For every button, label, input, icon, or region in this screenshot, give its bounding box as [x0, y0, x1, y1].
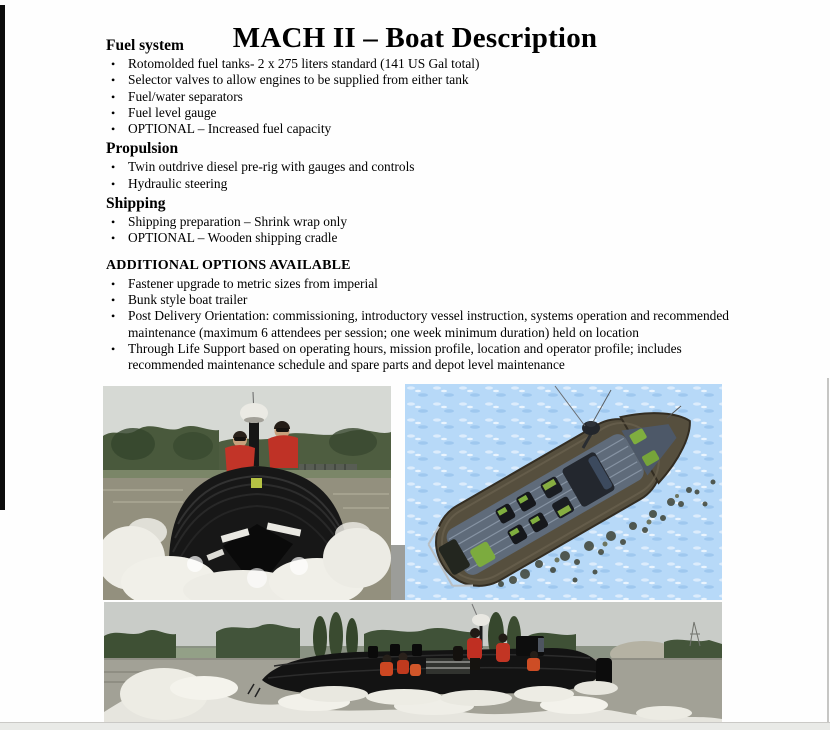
photo-side-profile-svg	[104, 602, 722, 727]
list-item	[106, 292, 758, 308]
bullet-text: Shipping preparation – Shrink wrap only	[128, 214, 348, 230]
section-heading-fuel-system: Fuel system	[106, 37, 184, 54]
bullet-icon: •	[111, 73, 116, 88]
bullet-text: OPTIONAL – Increased fuel capacity	[128, 121, 332, 137]
section-heading-propulsion: Propulsion	[106, 140, 179, 158]
bullet-line: Bunk style boat trailer	[128, 291, 248, 307]
list-item	[106, 214, 758, 230]
bullet-text: Fuel/water separators	[128, 88, 243, 104]
photo-render-top-view	[405, 384, 722, 600]
bullet-icon: •	[111, 57, 116, 71]
bullet-icon: •	[111, 122, 116, 137]
bullet-line: Through Life Support based on operating hours, mission profile, location and operator profile; includes	[128, 340, 682, 356]
background-sliver	[391, 545, 405, 600]
section-heading-shipping: Shipping	[106, 195, 166, 213]
page-left-edge-bar	[0, 5, 5, 510]
bullet-text: Twin outdrive diesel pre-rig with gauges and controls	[128, 159, 415, 175]
document-body	[106, 34, 758, 373]
list-item	[106, 121, 758, 137]
list-item	[106, 56, 758, 72]
bullet-text	[128, 292, 758, 308]
bullet-text: Fuel level gauge	[128, 104, 217, 120]
bullet-text	[128, 308, 758, 341]
list-item	[106, 341, 758, 374]
bullet-icon: •	[111, 176, 116, 191]
bullet-icon: •	[111, 309, 116, 324]
list-item	[106, 176, 758, 192]
bullet-text: Rotomolded fuel tanks- 2 x 275 liters standard (141 US Gal total)	[128, 56, 480, 71]
bullet-text	[128, 276, 758, 292]
list-item	[106, 308, 758, 341]
bullet-text: Hydraulic steering	[128, 175, 228, 191]
bullet-icon: •	[111, 215, 116, 230]
bullet-line: maintenance (maximum 6 attendees per session; one week minimum duration) held on location	[128, 324, 639, 340]
list-item	[106, 159, 758, 175]
page-title: MACH II – Boat Description	[232, 22, 598, 55]
photo-bow-action-svg	[103, 386, 391, 600]
bullet-line: recommended maintenance schedule and spare parts and depot level maintenance	[128, 357, 565, 373]
list-item	[106, 72, 758, 88]
bullet-icon: •	[111, 89, 116, 104]
photo-render-svg	[405, 384, 722, 600]
bullet-text: OPTIONAL – Wooden shipping cradle	[128, 230, 338, 246]
bullet-text	[128, 341, 758, 374]
bullet-icon: •	[111, 105, 116, 120]
list-item	[106, 89, 758, 105]
page-bottom-strip	[0, 722, 830, 730]
bullet-icon: •	[111, 276, 116, 291]
photo-bow-action-shot	[103, 386, 391, 600]
list-item	[106, 105, 758, 121]
bullet-icon: •	[111, 292, 116, 307]
list-item	[106, 230, 758, 246]
bullet-icon: •	[111, 160, 116, 175]
bullet-icon: •	[111, 231, 116, 246]
list-item	[106, 276, 758, 292]
bullet-text: Selector valves to allow engines to be supplied from either tank	[128, 72, 469, 88]
bullet-icon: •	[111, 341, 116, 356]
section-heading-additional-options: ADDITIONAL OPTIONS AVAILABLE	[106, 257, 351, 273]
bullet-line: Post Delivery Orientation: commissioning, introductory vessel instruction, systems operation and recommended	[128, 308, 729, 324]
bullet-line: Fastener upgrade to metric sizes from imperial	[128, 275, 378, 291]
photo-side-profile-shot	[104, 602, 722, 727]
page-right-edge-line	[827, 378, 829, 730]
